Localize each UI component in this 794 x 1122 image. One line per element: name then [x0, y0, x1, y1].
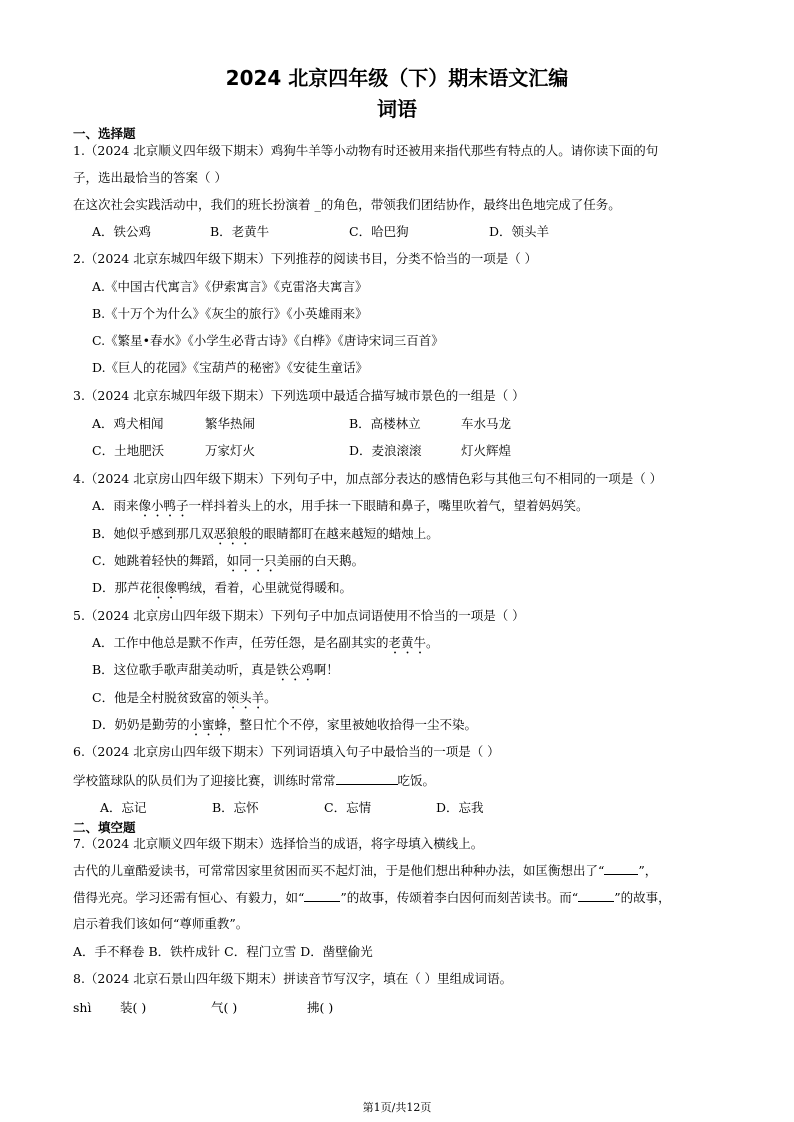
question-4-option-d-post: 鸭绒，看着，心里就觉得暖和。	[177, 580, 353, 595]
question-1-stem-line2: 子，选出最恰当的答案（ ）	[73, 170, 227, 185]
question-7-passage-line1-end: ”，	[638, 863, 658, 878]
section-heading-choice: 一、选择题	[73, 126, 136, 141]
question-4-option-b-pre: B．她似乎感到那几双	[92, 526, 214, 541]
question-8-stem: 8.（2024 北京石景山四年级下期末）拼读音节写汉字，填在（ ）里组成词语。	[73, 971, 513, 986]
question-5-option-c-post: 。	[264, 690, 277, 705]
question-7-stem: 7.（2024 北京顺义四年级下期末）选择恰当的成语，将字母填入横线上。	[73, 836, 484, 851]
question-6-sentence-pre: 学校篮球队的队员们为了迎接比赛，训练时常常	[73, 773, 336, 788]
question-8-pinyin: shì	[73, 1000, 92, 1015]
question-3-option-c-word2: 万家灯火	[205, 443, 256, 458]
question-6-option-d: D．忘我	[436, 800, 484, 815]
question-5-option-b	[92, 662, 339, 684]
question-5-option-d-pre: D．奶奶是勤劳的	[92, 717, 190, 732]
question-3-option-d-word2: 灯火辉煌	[461, 443, 512, 458]
question-7-passage-line1-text: 古代的儿童酷爱读书，可常常因家里贫困而买不起灯油，于是他们想出种种办法，如匡衡想出了“	[73, 863, 605, 878]
question-5-option-c-pre: C．他是全村脱贫致富的	[92, 690, 227, 705]
question-5-option-d-dotted: 小蜜蜂	[189, 717, 228, 732]
question-1-option-a: A．铁公鸡	[92, 224, 152, 239]
section-heading-fill: 二、填空题	[73, 820, 136, 835]
question-5-option-a	[92, 635, 439, 657]
question-5-stem: 5.（2024 北京房山四年级下期末）下列句子中加点词语使用不恰当的一项是（ ）	[73, 608, 525, 623]
page-subtitle: 词语	[377, 97, 417, 121]
question-4-option-d-pre: D．那芦花	[92, 580, 153, 595]
question-1-option-b: B．老黄牛	[210, 224, 270, 239]
question-4-option-d-dotted: 很像	[152, 580, 178, 595]
question-6-sentence-post: 吃饭。	[397, 773, 436, 788]
question-8-word-2: 气( )	[211, 1000, 238, 1015]
question-1-sentence: 在这次社会实践活动中，我们的班长扮演着 _的角色，带领我们团结协作，最终出色地完成了任务。	[73, 197, 621, 212]
question-5-option-a-post: 。	[426, 635, 439, 650]
question-4-option-c-pre: C．她跳着轻快的舞蹈，	[92, 553, 227, 568]
question-3-option-a-word2: 繁华热闹	[205, 416, 256, 431]
question-4-option-b-dotted: 恶狼般	[213, 526, 252, 541]
question-7-passage-line2-text-c: ”的故事，	[614, 890, 671, 905]
question-3-stem: 3.（2024 北京东城四年级下期末）下列选项中最适合描写城市景色的一组是（ ）	[73, 388, 525, 403]
question-5-option-d	[92, 717, 477, 739]
question-5-option-c	[92, 690, 277, 712]
question-7-passage-line2	[73, 889, 671, 906]
question-6-option-a: A．忘记	[100, 800, 147, 815]
question-4-option-a-pre: A．雨来	[92, 498, 139, 513]
question-5-option-d-post: ，整日忙个不停，家里被她收拾得一尘不染。	[227, 717, 478, 732]
question-4-stem: 4.（2024 北京房山四年级下期末）下列句子中，加点部分表达的感情色彩与其他三句不相同的一项是（ ）	[73, 471, 663, 486]
question-4-option-a-dotted: 像小鸭子	[138, 498, 189, 513]
question-4-option-c-dotted: 如同一只	[226, 553, 277, 568]
page-footer: 第1页/共12页	[362, 1101, 432, 1114]
question-3-option-b-word1: B．高楼林立	[349, 416, 421, 431]
question-2-stem: 2.（2024 北京东城四年级下期末）下列推荐的阅读书目，分类不恰当的一项是（ ）	[73, 251, 538, 266]
question-2-option-c: C.《繁星•春水》《小学生必背古诗》《白桦》《唐诗宋词三百首》	[92, 333, 444, 348]
question-7-options: A．手不释卷 B．铁杵成针 C．程门立雪 D．凿壁偷光	[73, 944, 373, 959]
question-8-word-1: 装( )	[120, 1000, 147, 1015]
question-2-option-a: A.《中国古代寓言》《伊索寓言》《克雷洛夫寓言》	[92, 279, 368, 294]
question-1-stem-line1: 1.（2024 北京顺义四年级下期末）鸡狗牛羊等小动物有时还被用来指代那些有特点的人。请你读下面的句	[73, 143, 659, 158]
question-7-blank-1[interactable]	[604, 862, 638, 875]
question-5-option-c-dotted: 领头羊	[226, 690, 265, 705]
question-3-option-b-word2: 车水马龙	[461, 416, 512, 431]
question-2-option-d: D.《巨人的花园》《宝葫芦的秘密》《安徒生童话》	[92, 360, 369, 375]
question-8-word-3: 拂( )	[307, 1000, 334, 1015]
question-6-sentence	[73, 772, 435, 789]
question-6-option-c: C．忘情	[324, 800, 372, 815]
question-4-option-b-post: 的眼睛都盯在越来越短的蜡烛上。	[251, 526, 439, 541]
question-5-option-b-dotted: 铁公鸡	[276, 662, 314, 677]
question-6-stem: 6.（2024 北京房山四年级下期末）下列词语填入句子中最恰当的一项是（ ）	[73, 744, 500, 759]
question-7-passage-line3: 启示着我们该如何“尊师重教”。	[73, 916, 249, 931]
question-5-option-a-dotted: 老黄牛	[388, 635, 427, 650]
question-6-option-b: B．忘怀	[212, 800, 259, 815]
question-3-option-c-word1: C．土地肥沃	[92, 443, 165, 458]
question-4-option-d	[92, 580, 352, 602]
question-4-option-c	[92, 553, 364, 575]
question-1-option-c: C．哈巴狗	[349, 224, 409, 239]
question-2-option-b: B.《十万个为什么》《灰尘的旅行》《小英雄雨来》	[92, 306, 368, 321]
question-3-option-d-word1: D．麦浪滚滚	[349, 443, 422, 458]
page-title: 2024 北京四年级（下）期末语文汇编	[225, 66, 569, 90]
question-5-option-a-pre: A．工作中他总是默不作声，任劳任怨，是名副其实的	[92, 635, 389, 650]
question-6-answer-blank[interactable]	[336, 772, 398, 785]
question-5-option-b-pre: B．这位歌手歌声甜美动听，真是	[92, 662, 277, 677]
question-5-option-b-post: 啊！	[313, 662, 339, 677]
question-4-option-a	[92, 498, 589, 520]
question-7-passage-line2-text-a: 借得光亮。学习还需有恒心、有毅力，如“	[73, 890, 305, 905]
question-7-passage-line1	[73, 862, 657, 879]
question-4-option-b	[92, 526, 439, 548]
question-7-passage-line2-text-b: ”的故事，传颂着李白因何而刻苦读书。而“	[340, 890, 579, 905]
question-4-option-a-post: 一样抖着头上的水，用手抹一下眼睛和鼻子，嘴里吹着气，望着妈妈笑。	[188, 498, 589, 513]
question-7-blank-3[interactable]	[578, 889, 614, 902]
question-1-option-d: D．领头羊	[489, 224, 550, 239]
question-4-option-c-post: 美丽的白天鹅。	[276, 553, 365, 568]
question-3-option-a-word1: A．鸡犬相闻	[92, 416, 164, 431]
question-7-blank-2[interactable]	[304, 889, 340, 902]
